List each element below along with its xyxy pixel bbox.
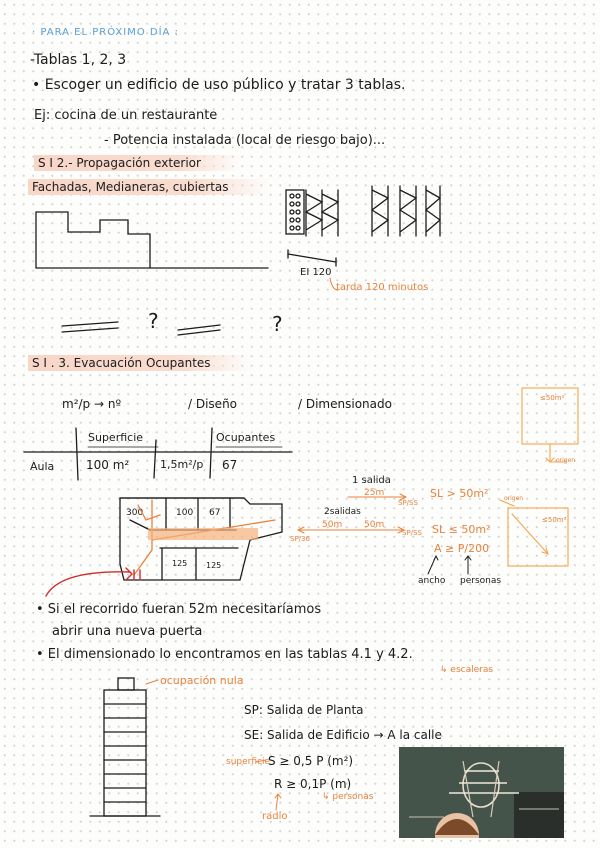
si2-subheading: Fachadas, Medianeras, cubiertas [28,179,269,195]
occupancy-table [24,428,292,480]
side-diagram [500,388,578,566]
side-area-1: ≤50m² [540,394,565,402]
radio-label: radio [262,811,288,822]
table-superficie: 100 m² [86,458,130,472]
table-header-ocupantes: Ocupantes [216,431,276,444]
table-header-superficie: Superficie [88,431,144,444]
dist-50a: 50m [322,520,343,530]
plan-label-125b: 125 [206,561,222,570]
plan-label-125a: 125 [172,559,188,568]
sp-definition: SP: Salida de Planta [244,703,364,717]
dimensionado-label: / Dimensionado [298,397,392,411]
question-mark-1: ? [148,309,159,333]
una-salida: 1 salida [352,475,391,486]
exit-distance-arrows [298,494,471,574]
ratio-arrow: m²/p → nº [62,397,122,411]
example-detail: - Potencia instalada (local de riesgo bajo)... [104,133,386,148]
note-dimensionado: • El dimensionado lo encontramos en las tablas 4.1 y 4.2. [36,647,413,662]
parallel-lines-left [62,322,118,332]
stacked-building [90,678,160,816]
width-formula: A ≥ P/200 [434,542,490,555]
sl-gt-50: SL > 50m² [430,487,489,500]
dist-50b: 50m [364,520,385,530]
side-area-2: ≤50m² [542,516,567,524]
exit-arrow [46,568,140,596]
side-origen-2: origen [504,495,524,502]
ei120-wall-icon [286,186,440,266]
evacuation-route [134,500,275,575]
example-line: Ej: cocina de un restaurante [34,108,218,123]
ocupacion-nula: ocupación nula [160,674,244,687]
note-recorrido-cont: abrir una nueva puerta [52,624,203,639]
side-origen-1: origen [556,457,576,464]
personas-note: ↳ personas [322,792,374,802]
plan-label-100: 100 [176,508,194,518]
note-recorrido: • Si el recorrido fueran 52m necesitaríamos [36,602,322,617]
building-skyline [36,212,268,268]
tables-line: -Tablas 1, 2, 3 [30,52,127,68]
assignment-line: • Escoger un edificio de uso público y tratar 3 tablas. [32,77,406,93]
se-definition: SE: Salida de Edificio → A la calle [244,728,442,742]
surface-formula: S ≥ 0,5 P (m²) [268,754,354,768]
si2-heading: S I 2.- Propagación exterior [34,155,241,171]
note-escaleras: ↳ escaleras [440,665,494,675]
ei-note: tarda 120 minutos [336,282,429,293]
si3-heading: S I . 3. Evacuación Ocupantes [28,355,251,371]
ei-label: EI 120 [300,267,332,278]
table-ratio: 1,5m²/p [160,458,204,471]
note-title: · PARA EL PRÓXIMO DÍA : [32,27,179,38]
question-mark-2: ? [272,312,283,336]
dist-25: 25m [364,488,385,498]
sl-le-50: SL ≤ 50m² [432,523,491,536]
personas-label: personas [460,576,502,586]
radius-formula: R ≥ 0,1P (m) [274,777,352,791]
dos-salidas: 2salidas [324,507,361,517]
sp-ss-2: SP/SS [402,529,422,537]
diseno-label: / Diseño [188,397,238,411]
sp-ss-1: SP/SS [398,499,418,507]
table-row-label: Aula [30,460,55,473]
ancho-label: ancho [418,576,446,586]
superficie-label: superficie [226,757,270,767]
parallel-lines-right [178,325,220,335]
table-ocupantes: 67 [222,458,238,472]
plan-label-67: 67 [209,508,221,518]
sp-36: SP/36 [290,535,310,543]
plan-label-300: 300 [126,508,144,518]
